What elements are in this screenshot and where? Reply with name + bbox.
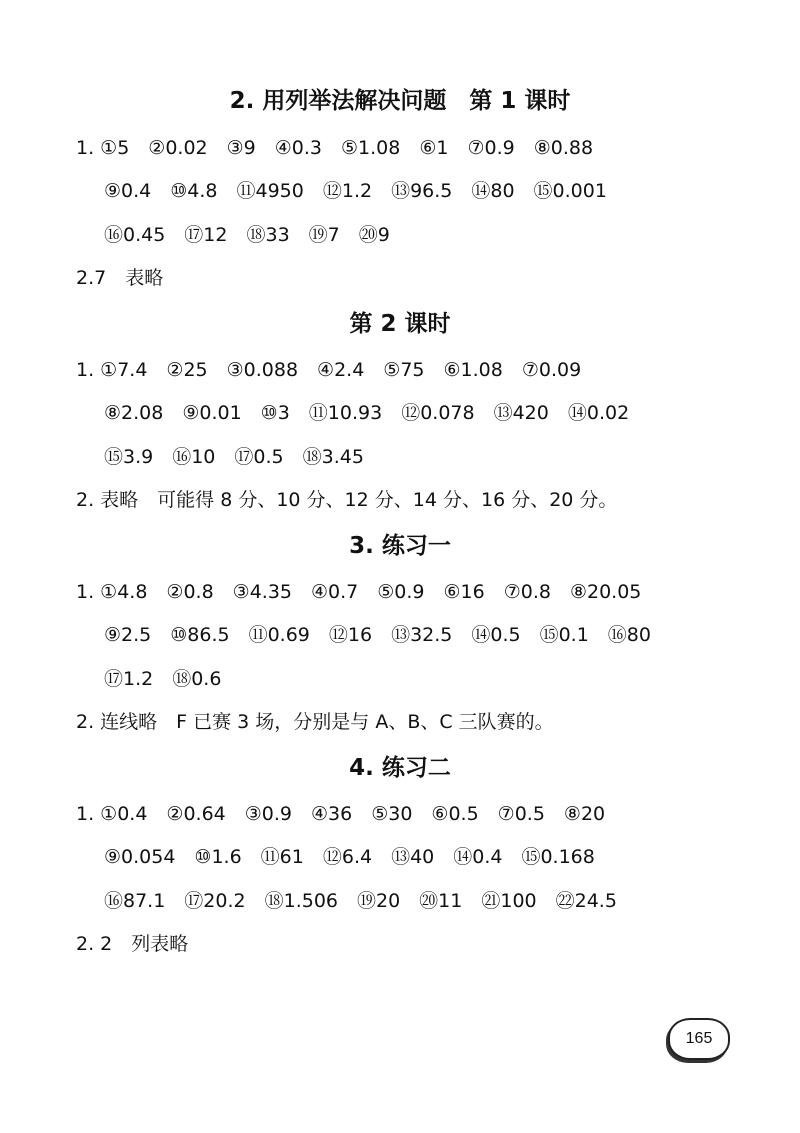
section-4-line-3: ⑯87.1 ⑰20.2 ⑱1.506 ⑲20 ⑳11 ㉑100 ㉒24.5 xyxy=(104,890,617,912)
section-1-line-3: ⑯0.45 ⑰12 ⑱33 ⑲7 ⑳9 xyxy=(104,224,390,246)
section-3-line-3: ⑰1.2 ⑱0.6 xyxy=(104,668,222,690)
section-1-heading: 2. 用列举法解决问题 第 1 课时 xyxy=(229,88,571,114)
section-3-line-1: 1. ①4.8 ②0.8 ③4.35 ④0.7 ⑤0.9 ⑥16 ⑦0.8 ⑧20.05 xyxy=(76,581,642,603)
section-1-line-2: ⑨0.4 ⑩4.8 ⑪4950 ⑫1.2 ⑬96.5 ⑭80 ⑮0.001 xyxy=(104,180,607,202)
section-1-line-1: 1. ①5 ②0.02 ③9 ④0.3 ⑤1.08 ⑥1 ⑦0.9 ⑧0.88 xyxy=(76,137,594,159)
section-1-line-4: 2.7 表略 xyxy=(76,267,164,289)
section-2-line-1: 1. ①7.4 ②25 ③0.088 ④2.4 ⑤75 ⑥1.08 ⑦0.09 xyxy=(76,359,582,381)
section-2-heading: 第 2 课时 xyxy=(349,311,451,337)
page-number: 165 xyxy=(668,1018,730,1060)
section-3-line-4: 2. 连线略 F 已赛 3 场，分别是与 A、B、C 三队赛的。 xyxy=(76,711,554,733)
section-4-line-2: ⑨0.054 ⑩1.6 ⑪61 ⑫6.4 ⑬40 ⑭0.4 ⑮0.168 xyxy=(104,846,595,868)
section-4-line-1: 1. ①0.4 ②0.64 ③0.9 ④36 ⑤30 ⑥0.5 ⑦0.5 ⑧20 xyxy=(76,803,606,825)
section-2-line-3: ⑮3.9 ⑯10 ⑰0.5 ⑱3.45 xyxy=(104,446,364,468)
section-4-heading: 4. 练习二 xyxy=(349,755,451,781)
section-3-heading: 3. 练习一 xyxy=(349,533,451,559)
section-2-line-4: 2. 表略 可能得 8 分、10 分、12 分、14 分、16 分、20 分。 xyxy=(76,489,618,511)
section-2-line-2: ⑧2.08 ⑨0.01 ⑩3 ⑪10.93 ⑫0.078 ⑬420 ⑭0.02 xyxy=(104,402,630,424)
section-4-line-4: 2. 2 列表略 xyxy=(76,933,189,955)
section-3-line-2: ⑨2.5 ⑩86.5 ⑪0.69 ⑫16 ⑬32.5 ⑭0.5 ⑮0.1 ⑯80 xyxy=(104,624,651,646)
